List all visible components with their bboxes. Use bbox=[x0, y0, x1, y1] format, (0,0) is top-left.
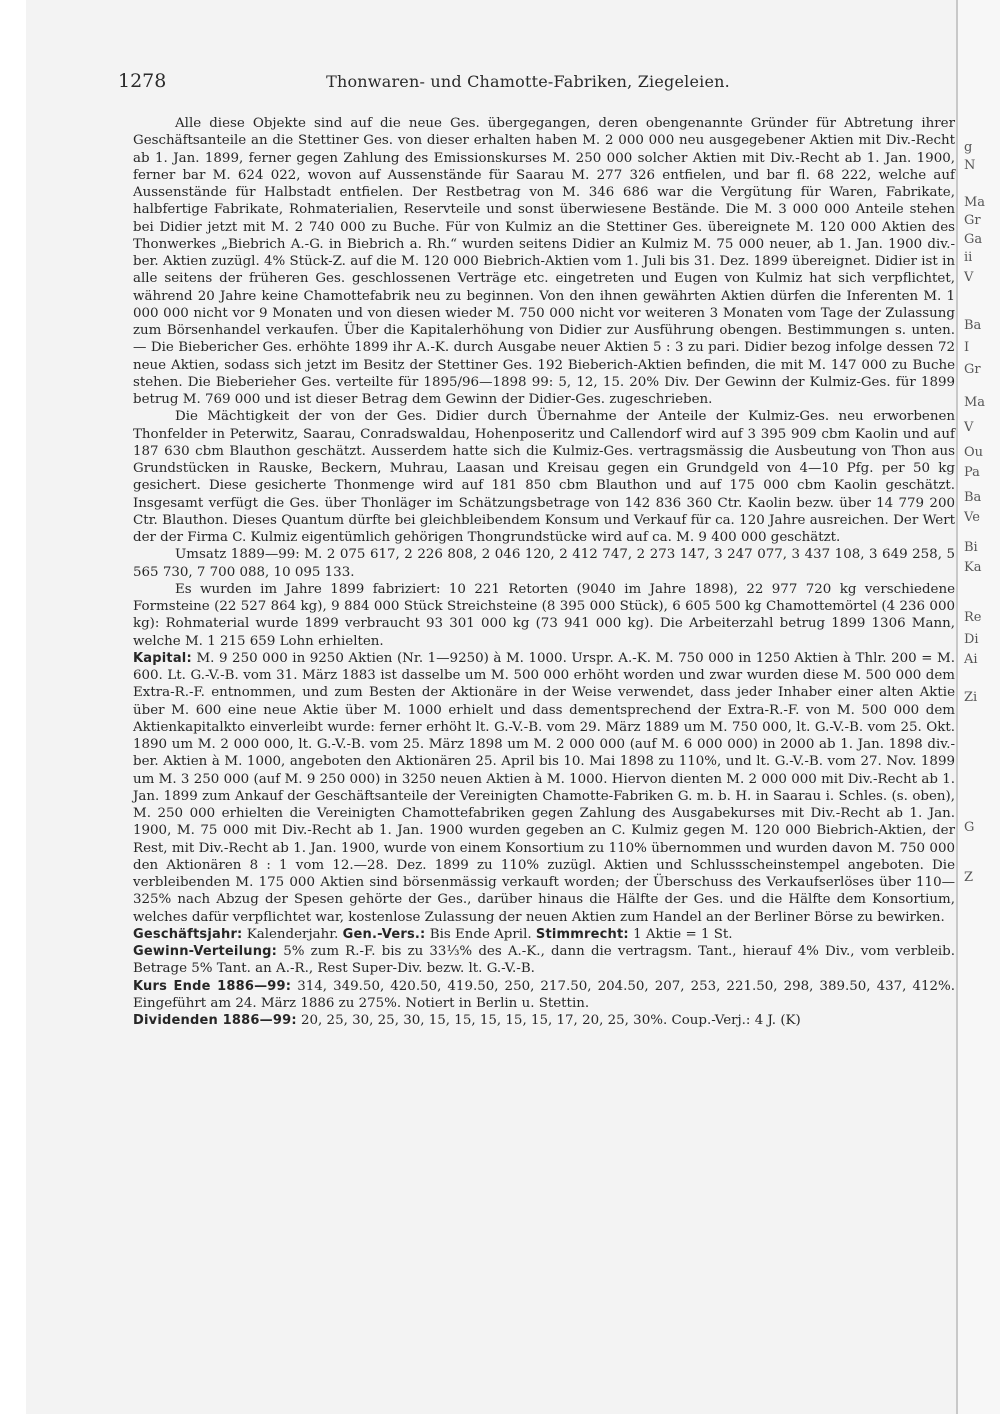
dividenden-section bbox=[133, 1012, 955, 1029]
paragraph: Alle diese Objekte sind auf die neue Ges. übergegangen, deren obengenannte Gründer für Abtretung ihrer Geschäftsanteile an die Stettiner Ges. von dieser erhalten haben M. 2 000 000 neu ausgegebener Aktien mit Div.-Recht ab 1. Jan. 1899, ferner gegen Zahlung des Emissionskurses M. 250 000 solcher Aktien mit Div.-Recht ab 1. Jan. 1900, ferner bar M. 624 022, wovon auf Aussenstände für Saarau M. 277 326 entfielen, und bar fl. 68 222, welche auf Aussenstände für Halbstadt entfielen. Der Restbetrag von M. 346 686 war die Vergütung für Waren, Fabrikate, halbfertige Fabrikate, Rohmaterialien, Reservteile und sonst überwiesene Bestände. Die M. 3 000 000 Anteile stehen bei Didier jetzt mit M. 2 740 000 zu Buche. Für von Kulmiz an die Stettiner Ges. übereignete M. 120 000 Aktien des Thonwerkes „Biebrich A.-G. in Biebrich a. Rh.“ wurden seitens Didier an Kulmiz M. 75 000 neuer, ab 1. Jan. 1900 div.-ber. Aktien zuzügl. 4% Stück-Z. auf die M. 120 000 Biebrich-Aktien vom 1. Juli bis 31. Dez. 1899 übereignet. Didier ist in alle seitens der früheren Ges. geschlossenen Verträge etc. eingetreten und Eugen von Kulmiz hat sich verpflichtet, während 20 Jahre keine Chamottefabrik neu zu beginnen. Von den ihnen gewährten Aktien dürfen die Inferenten M. 1 000 000 nicht vor 9 Monaten und von diesen wieder M. 750 000 nicht vor weiteren 3 Monaten vom Tage der Zulassung zum Börsenhandel verkaufen. Über die Kapitalerhöhung von Didier zur Ausführung obengen. Bestimmungen s. unten. — Die Biebericher Ges. erhöhte 1899 ihr A.-K. durch Ausgabe neuer Aktien 5 : 3 zu pari. Didier bezog infolge dessen 72 neue Aktien, sodass sich jetzt im Besitz der Stettiner Ges. 192 Bieberich-Aktien befinden, die mit M. 147 000 zu Buche stehen. Die Bieberieher Ges. verteilte für 1895/96—1898 99: 5, 12, 15. 20% Div. Der Gewinn der Kulmiz-Ges. für 1899 betrug M. 769 000 und ist dieser Betrag dem Gewinn der Didier-Ges. zugeschrieben. bbox=[133, 116, 955, 407]
kurs-label: Kurs Ende 1886—99: bbox=[133, 978, 292, 994]
adjacent-page-fragment: V bbox=[964, 270, 974, 285]
adjacent-page-fragment: Ou bbox=[964, 445, 984, 460]
gen-vers-text: Bis Ende April. bbox=[429, 926, 532, 942]
adjacent-page-fragment: I bbox=[964, 340, 970, 355]
kurs-text: 314, 349.50, 420.50, 419.50, 250, 217.50, 204.50, 207, 253, 221.50, 298, 389.50, 437, 412%. Eingeführt am 24. März 1886 zu 275%. Notiert in Berlin u. Stettin. bbox=[133, 978, 955, 1011]
adjacent-page-fragment: Ba bbox=[964, 318, 982, 333]
adjacent-page-fragment: Ve bbox=[964, 510, 980, 525]
adjacent-page-fragment: G bbox=[964, 820, 975, 835]
adjacent-page-fragment: Z bbox=[964, 870, 974, 885]
gen-vers-label: Gen.-Vers.: bbox=[342, 926, 426, 942]
kapital-text: M. 9 250 000 in 9250 Aktien (Nr. 1—9250) à M. 1000. Urspr. A.-K. M. 750 000 in 1250 Aktien à Thlr. 200 = M. 600. Lt. G.-V.-B. vom 31. März 1883 ist dasselbe um M. 500 000 erhöht worden und zwar wurden diese M. 500 000 dem Extra-R.-F. entnommen, und zum Besten der Aktionäre in der Weise verwendet, dass jeder Inhaber einer alten Aktie über M. 600 eine neue Aktie über M. 1000 erhielt und dass dementsprechend der Extra-R.-F. von M. 500 000 dem Aktienkapitalkto einverleibt wurde: ferner erhöht lt. G.-V.-B. vom 29. März 1889 um M. 750 000, lt. G.-V.-B. vom 25. Okt. 1890 um M. 2 000 000, lt. G.-V.-B. vom 25. März 1898 um M. 2 000 000 (auf M. 6 000 000) in 2000 ab 1. Jan. 1898 div.-ber. Aktien à M. 1000, angeboten den Aktionären 25. April bis 10. Mai 1898 zu 110%, und lt. G.-V.-B. vom 27. Nov. 1899 um M. 3 250 000 (auf M. 9 250 000) in 3250 neuen Aktien à M. 1000. Hiervon dienten M. 2 000 000 mit Div.-Recht ab 1. Jan. 1899 zum Ankauf der Geschäftsanteile der Vereinigten Chamotte-Fabriken G. m. b. H. in Saarau i. Schles. (s. oben), M. 250 000 erhielten die Vereinigten Chamottefabriken gegen Zahlung des Ausgabekurses mit Div.-Recht ab 1. Jan. 1900, M. 75 000 mit Div.-Recht ab 1. Jan. 1900 wurden gegeben an C. Kulmiz gegen M. 120 000 Biebrich-Aktien, der Rest, mit Div.-Recht ab 1. Jan. 1900, wurde von einem Konsortium zu 110% übernommen und wurden davon M. 750 000 den Aktionären 8 : 1 vom 12.—28. Dez. 1899 zu 110% zuzügl. Aktien und Schlussscheinstempel angeboten. Die verbleibenden M. 175 000 Aktien sind börsenmässig verkauft worden; der Überschuss des Verkaufserlöses über 110—325% nach Abzug der Spesen gehörte der Ges., darüber hinaus die Hälfte der Ges. und die Hälfte dem Konsortium, welches dafür verpflichtet war, kostenlose Zulassung der neuen Aktien zum Handel an der Berliner Börse zu bewirken. bbox=[133, 650, 956, 925]
stimmrecht-text: 1 Aktie = 1 St. bbox=[633, 926, 733, 942]
dividenden-label: Dividenden 1886—99: bbox=[133, 1013, 297, 1028]
adjacent-page-fragment: Ma bbox=[964, 195, 986, 210]
adjacent-page-fragment: Ka bbox=[964, 560, 982, 575]
adjacent-page-fragment: Gr bbox=[964, 213, 981, 228]
document-body bbox=[133, 115, 955, 1029]
running-title: Thonwaren- und Chamotte-Fabriken, Ziegeleien. bbox=[326, 72, 730, 91]
stimmrecht-label: Stimmrecht: bbox=[535, 926, 629, 942]
geschaeftsjahr-text: Kalenderjahr. bbox=[246, 926, 339, 942]
kapital-label: Kapital: bbox=[133, 650, 192, 666]
adjacent-page-fragment: Pa bbox=[964, 465, 980, 480]
paragraph: Die Mächtigkeit der von der Ges. Didier durch Übernahme der Anteile der Kulmiz-Ges. neu erworbenen Thonfelder in Peterwitz, Saarau, Conradswaldau, Hohenposeritz und Callendorf wird auf 3 395 909 cbm Kaolin und auf 187 630 cbm Blauthon geschätzt. Ausserdem hatte sich die Kulmiz-Ges. vertragsmässig die Ausbeutung von Thon aus Grundstücken in Rauske, Beckern, Muhrau, Laasan und Kreisau gegen ein Grundgeld von 4—10 Pfg. per 50 kg gesichert. Diese gesicherte Thonmenge wird auf 181 850 cbm Blauthon und auf 175 000 cbm Kaolin geschätzt. Insgesamt verfügt die Ges. über Thonläger im Schätzungsbetrage von 142 836 360 Ctr. Kaolin bezw. über 14 779 200 Ctr. Blauthon. Dieses Quantum dürfte bei gleichbleibendem Konsum und Verkauf für ca. 120 Jahre ausreichen. Der Wert der der Firma C. Kulmiz eigentümlich gehörigen Thongrundstücke wird auf ca. M. 9 400 000 geschätzt. bbox=[133, 409, 955, 545]
adjacent-page-fragment: Ga bbox=[964, 232, 983, 247]
adjacent-page-fragment: Ba bbox=[964, 490, 982, 505]
adjacent-page-fragment: Di bbox=[964, 632, 979, 647]
kapital-section bbox=[133, 650, 955, 926]
geschaeftsjahr-label: Geschäftsjahr: bbox=[133, 926, 243, 942]
adjacent-page-fragment: Gr bbox=[964, 362, 981, 377]
adjacent-page-fragment: N bbox=[964, 158, 976, 173]
adjacent-page-fragment: Zi bbox=[964, 690, 978, 705]
gewinn-label: Gewinn-Verteilung: bbox=[133, 944, 278, 959]
gewinn-text: 5% zum R.-F. bis zu 33⅓% des A.-K., dann die vertragsm. Tant., hierauf 4% Div., vom verbleib. Betrage 5% Tant. an A.-R., Rest Super-Div. bezw. lt. G.-V.-B. bbox=[133, 944, 955, 977]
adjacent-page-fragment: Ma bbox=[964, 395, 986, 410]
adjacent-page-fragment: ii bbox=[964, 250, 973, 265]
kurs-section bbox=[133, 978, 955, 1013]
adjacent-page-strip bbox=[956, 0, 1000, 1414]
paragraph: Umsatz 1889—99: M. 2 075 617, 2 226 808, 2 046 120, 2 412 747, 2 273 147, 3 247 077, 3 437 108, 3 649 258, 5 565 730, 7 700 088, 10 095 133. bbox=[133, 547, 955, 580]
adjacent-page-fragment: Re bbox=[964, 610, 982, 625]
dividenden-text: 20, 25, 30, 25, 30, 15, 15, 15, 15, 15, 17, 20, 25, 30%. Coup.-Verj.: 4 J. (K) bbox=[301, 1013, 801, 1028]
gewinn-section bbox=[133, 943, 955, 978]
page-number: 1278 bbox=[118, 70, 167, 92]
paragraph: Es wurden im Jahre 1899 fabriziert: 10 221 Retorten (9040 im Jahre 1898), 22 977 720 kg verschiedene Formsteine (22 527 864 kg), 9 884 000 Stück Streichsteine (8 395 000 Stück), 6 605 500 kg Chamottemörtel (4 236 000 kg): Rohmaterial wurde 1899 verbraucht 93 301 000 kg (73 941 000 kg). Die Arbeiterzahl betrug 1899 1306 Mann, welche M. 1 215 659 Lohn erhielten. bbox=[133, 581, 955, 649]
scan-left-margin bbox=[0, 0, 28, 1414]
adjacent-page-fragment: Ai bbox=[964, 652, 978, 667]
adjacent-page-fragment: g bbox=[964, 140, 973, 155]
page-header bbox=[118, 70, 938, 98]
geschaeftsjahr-section bbox=[133, 926, 955, 943]
adjacent-page-fragment: Bi bbox=[964, 540, 978, 555]
adjacent-page-fragment: V bbox=[964, 420, 974, 435]
